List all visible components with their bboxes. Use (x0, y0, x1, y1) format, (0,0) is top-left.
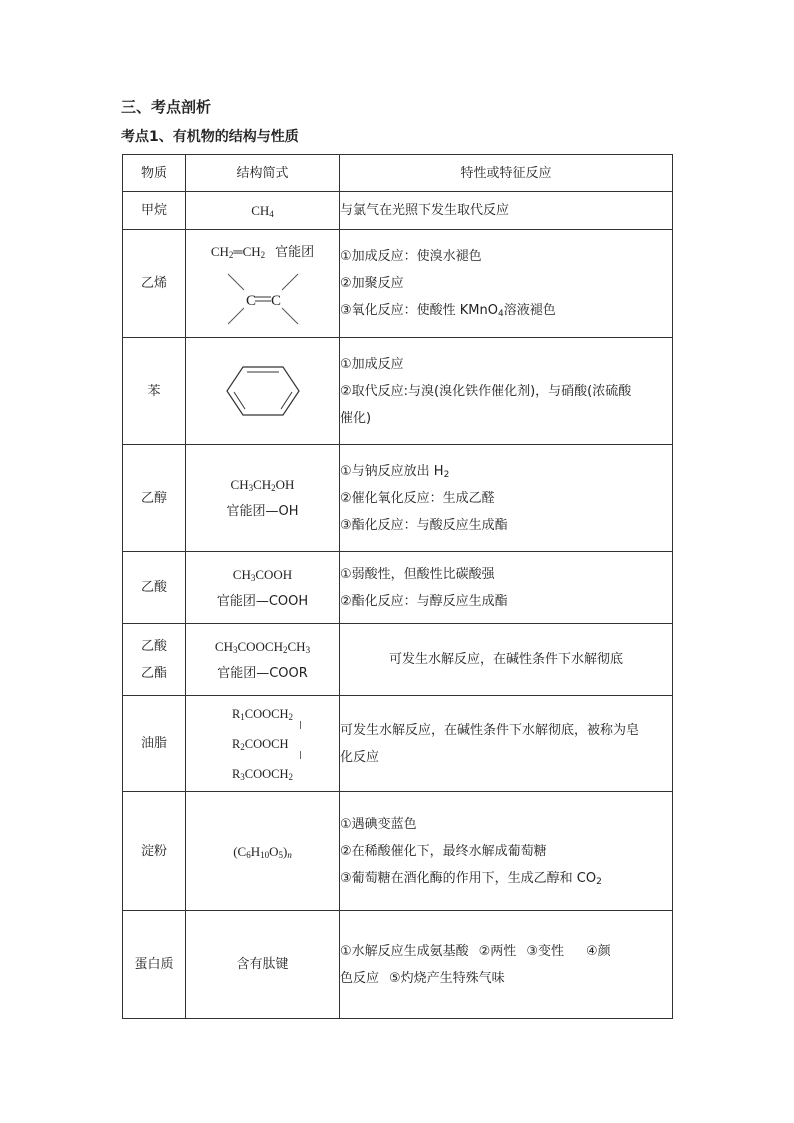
table-row-starch (123, 792, 673, 911)
substance-name: 乙醇 (123, 445, 186, 552)
triglyceride-structure: $R_1COOCH_2$ $R_2COOCH$ $R_3COOCH_2$ (232, 699, 293, 789)
property-text: ①弱酸性，但酸性比碳酸强 ②酯化反应：与醇反应生成酯 (340, 552, 673, 624)
substance-name: 乙烯 (123, 230, 186, 338)
property-text: ①水解反应生成氨基酸 ②两性 ③变性 ④颜 色反应 ⑤灼烧产生特殊气味 (340, 911, 673, 1019)
structure-formula: 含有肽键 (186, 911, 340, 1019)
structure-formula: $CH_3COOH$ 官能团—COOH (186, 552, 340, 624)
properties-table (122, 154, 673, 1019)
table-row-fats (123, 696, 673, 792)
property-text: ①加成反应：使溴水褪色 ②加聚反应 ③氧化反应：使酸性 KMnO$_4$溶液褪色 (340, 230, 673, 338)
property-text: ①与钠反应放出 $H_2$ ②催化氧化反应：生成乙醛 ③酯化反应：与酸反应生成酯 (340, 445, 673, 552)
substance-name: 淀粉 (123, 792, 186, 911)
header-properties: 特性或特征反应 (340, 155, 673, 192)
property-text: ①加成反应 ②取代反应:与溴(溴化铁作催化剂)，与硝酸(浓硫酸 催化) (340, 338, 673, 445)
section-title: 三、考点剖析 (121, 98, 212, 116)
property-text: ①遇碘变蓝色 ②在稀酸催化下，最终水解成葡萄糖 ③葡萄糖在酒化酶的作用下，生成乙醇和 $CO_2$ (340, 792, 673, 911)
header-substance: 物质 (123, 155, 186, 192)
substance-name: 苯 (123, 338, 186, 445)
property-text: 与氯气在光照下发生取代反应 (340, 192, 673, 230)
table-row-benzene (123, 338, 673, 445)
substance-name: 甲烷 (123, 192, 186, 230)
structure-formula (186, 338, 340, 445)
carbon-atom-right: C (270, 292, 281, 309)
table-row-ethanol (123, 445, 673, 552)
table-row-ethyl-acetate (123, 624, 673, 696)
table-row-acetic-acid (123, 552, 673, 624)
structure-formula: $CH_3CH_2OH$ 官能团—OH (186, 445, 340, 552)
ethylene-formula: $CH_2═CH_2$ 官能团 (210, 243, 315, 260)
property-text: 可发生水解反应，在碱性条件下水解彻底 (340, 624, 673, 696)
table-header-row (123, 155, 673, 192)
property-text: 可发生水解反应，在碱性条件下水解彻底，被称为皂 化反应 (340, 696, 673, 792)
substance-name: 乙酸 乙酯 (123, 624, 186, 696)
carbon-atom-left: C (245, 292, 256, 309)
double-bond-drawing (218, 266, 308, 330)
table-row-methane (123, 192, 673, 230)
substance-name: 油脂 (123, 696, 186, 792)
substance-name: 蛋白质 (123, 911, 186, 1019)
benzene-ring-drawing (223, 361, 303, 421)
header-structure: 结构简式 (186, 155, 340, 192)
table-row-protein (123, 911, 673, 1019)
structure-formula (186, 696, 340, 792)
table-row-ethylene (123, 230, 673, 338)
structure-formula: $CH_4$ (186, 192, 340, 230)
sub-title: 考点1、有机物的结构与性质 (121, 129, 299, 145)
structure-formula (186, 230, 340, 338)
substance-name: 乙酸 (123, 552, 186, 624)
structure-formula: $(C_6H_{10}O_5)_n$ (186, 792, 340, 911)
structure-formula: $CH_3COOCH_2CH_3$ 官能团—COOR (186, 624, 340, 696)
